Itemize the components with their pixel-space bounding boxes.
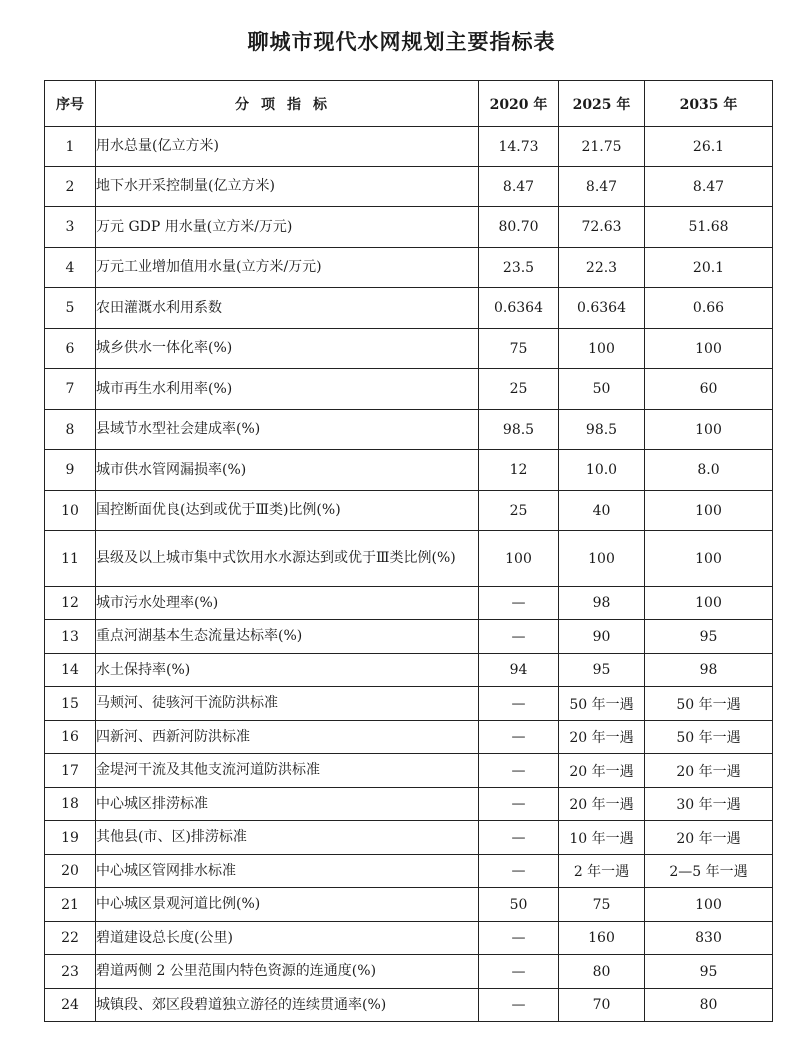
row-value-2025: 80: [559, 955, 645, 989]
row-value-2025: 95: [559, 654, 645, 687]
row-value-2025: 75: [559, 888, 645, 922]
row-indicator: 碧道两侧 2 公里范围内特色资源的连通度(%): [96, 955, 479, 989]
row-indicator: 中心城区排涝标准: [96, 788, 479, 821]
table-row: [45, 955, 773, 989]
row-indicator: 城镇段、郊区段碧道独立游径的连续贯通率(%): [96, 989, 479, 1022]
row-value-2035: 95: [645, 955, 773, 989]
row-value-2035: 8.0: [645, 450, 773, 491]
row-value-2020: —: [479, 821, 559, 855]
row-value-2035: 98: [645, 654, 773, 687]
row-no: 22: [45, 922, 96, 955]
row-value-2035: 830: [645, 922, 773, 955]
row-no: 11: [45, 531, 96, 587]
row-indicator: 万元工业增加值用水量(立方米/万元): [96, 248, 479, 288]
table-row: [45, 654, 773, 687]
table-row: [45, 207, 773, 248]
row-value-2020: 14.73: [479, 127, 559, 167]
row-value-2020: 98.5: [479, 410, 559, 450]
row-value-2025: 50: [559, 369, 645, 410]
table-row: [45, 821, 773, 855]
row-no: 7: [45, 369, 96, 410]
row-value-2020: 12: [479, 450, 559, 491]
row-value-2025: 98.5: [559, 410, 645, 450]
row-indicator: 地下水开采控制量(亿立方米): [96, 167, 479, 207]
table-row: [45, 721, 773, 754]
row-value-2020: —: [479, 754, 559, 788]
row-indicator: 金堤河干流及其他支流河道防洪标准: [96, 754, 479, 788]
row-value-2035: 100: [645, 329, 773, 369]
row-value-2025: 20 年一遇: [559, 754, 645, 788]
row-no: 12: [45, 587, 96, 620]
row-no: 23: [45, 955, 96, 989]
row-value-2025: 8.47: [559, 167, 645, 207]
table-row: [45, 754, 773, 788]
row-value-2025: 20 年一遇: [559, 721, 645, 754]
row-value-2025: 100: [559, 531, 645, 587]
table-row: [45, 587, 773, 620]
row-value-2020: —: [479, 687, 559, 721]
row-no: 16: [45, 721, 96, 754]
header-name: 分项指标: [96, 81, 479, 127]
row-value-2035: 50 年一遇: [645, 687, 773, 721]
table-row: [45, 989, 773, 1022]
row-no: 21: [45, 888, 96, 922]
row-no: 9: [45, 450, 96, 491]
row-value-2035: 51.68: [645, 207, 773, 248]
row-value-2020: 80.70: [479, 207, 559, 248]
table-row: [45, 788, 773, 821]
row-indicator: 农田灌溉水利用系数: [96, 288, 479, 329]
row-value-2020: —: [479, 620, 559, 654]
row-value-2025: 70: [559, 989, 645, 1022]
row-no: 6: [45, 329, 96, 369]
row-value-2025: 10 年一遇: [559, 821, 645, 855]
header-no: 序号: [45, 81, 96, 127]
row-value-2035: 100: [645, 410, 773, 450]
row-no: 24: [45, 989, 96, 1022]
row-indicator: 马颊河、徒骇河干流防洪标准: [96, 687, 479, 721]
row-value-2025: 72.63: [559, 207, 645, 248]
row-value-2035: 80: [645, 989, 773, 1022]
row-value-2035: 100: [645, 491, 773, 531]
row-no: 19: [45, 821, 96, 855]
row-no: 17: [45, 754, 96, 788]
row-value-2035: 8.47: [645, 167, 773, 207]
row-value-2025: 90: [559, 620, 645, 654]
row-indicator: 城市再生水利用率(%): [96, 369, 479, 410]
row-value-2020: 100: [479, 531, 559, 587]
row-indicator: 四新河、西新河防洪标准: [96, 721, 479, 754]
row-no: 18: [45, 788, 96, 821]
row-value-2025: 22.3: [559, 248, 645, 288]
row-value-2020: 50: [479, 888, 559, 922]
row-indicator: 其他县(市、区)排涝标准: [96, 821, 479, 855]
row-value-2025: 100: [559, 329, 645, 369]
row-indicator: 用水总量(亿立方米): [96, 127, 479, 167]
table-row: [45, 167, 773, 207]
row-indicator: 城市污水处理率(%): [96, 587, 479, 620]
row-value-2025: 50 年一遇: [559, 687, 645, 721]
table-row: [45, 127, 773, 167]
row-indicator: 国控断面优良(达到或优于Ⅲ类)比例(%): [96, 491, 479, 531]
header-2020: 2020 年: [479, 81, 559, 127]
row-indicator: 碧道建设总长度(公里): [96, 922, 479, 955]
row-indicator: 水土保持率(%): [96, 654, 479, 687]
row-value-2020: 94: [479, 654, 559, 687]
indicator-table: [44, 80, 773, 1022]
row-value-2025: 0.6364: [559, 288, 645, 329]
row-value-2020: —: [479, 788, 559, 821]
row-value-2035: 20 年一遇: [645, 754, 773, 788]
row-indicator: 城市供水管网漏损率(%): [96, 450, 479, 491]
row-value-2025: 21.75: [559, 127, 645, 167]
table-row: [45, 288, 773, 329]
row-indicator: 县级及以上城市集中式饮用水水源达到或优于Ⅲ类比例(%): [96, 531, 479, 587]
table-row: [45, 531, 773, 587]
row-no: 15: [45, 687, 96, 721]
row-no: 2: [45, 167, 96, 207]
row-value-2020: —: [479, 922, 559, 955]
row-value-2035: 20 年一遇: [645, 821, 773, 855]
row-no: 10: [45, 491, 96, 531]
table-row: [45, 369, 773, 410]
row-no: 8: [45, 410, 96, 450]
row-value-2020: 25: [479, 491, 559, 531]
row-value-2025: 98: [559, 587, 645, 620]
row-value-2020: 8.47: [479, 167, 559, 207]
row-value-2035: 100: [645, 888, 773, 922]
row-value-2025: 160: [559, 922, 645, 955]
row-value-2035: 2—5 年一遇: [645, 855, 773, 888]
row-no: 14: [45, 654, 96, 687]
row-value-2035: 0.66: [645, 288, 773, 329]
table-row: [45, 248, 773, 288]
page-title: 聊城市现代水网规划主要指标表: [247, 30, 556, 54]
table-row: [45, 855, 773, 888]
row-value-2035: 100: [645, 587, 773, 620]
row-value-2035: 100: [645, 531, 773, 587]
table-row: [45, 329, 773, 369]
row-indicator: 县域节水型社会建成率(%): [96, 410, 479, 450]
row-indicator: 城乡供水一体化率(%): [96, 329, 479, 369]
header-2035: 2035 年: [645, 81, 773, 127]
row-value-2020: —: [479, 989, 559, 1022]
row-value-2020: 25: [479, 369, 559, 410]
row-value-2035: 95: [645, 620, 773, 654]
row-no: 3: [45, 207, 96, 248]
row-value-2020: 23.5: [479, 248, 559, 288]
table-row: [45, 450, 773, 491]
row-value-2035: 50 年一遇: [645, 721, 773, 754]
table-row: [45, 687, 773, 721]
row-value-2020: 0.6364: [479, 288, 559, 329]
row-value-2025: 2 年一遇: [559, 855, 645, 888]
row-value-2020: —: [479, 721, 559, 754]
row-value-2035: 20.1: [645, 248, 773, 288]
row-no: 20: [45, 855, 96, 888]
row-indicator: 中心城区管网排水标准: [96, 855, 479, 888]
row-value-2035: 26.1: [645, 127, 773, 167]
table-row: [45, 410, 773, 450]
row-no: 13: [45, 620, 96, 654]
row-value-2020: —: [479, 587, 559, 620]
table-row: [45, 620, 773, 654]
table-row: [45, 922, 773, 955]
table-row: [45, 888, 773, 922]
row-indicator: 重点河湖基本生态流量达标率(%): [96, 620, 479, 654]
row-value-2025: 10.0: [559, 450, 645, 491]
row-no: 4: [45, 248, 96, 288]
row-value-2025: 20 年一遇: [559, 788, 645, 821]
row-value-2020: —: [479, 955, 559, 989]
row-value-2020: —: [479, 855, 559, 888]
row-value-2020: 75: [479, 329, 559, 369]
header-row: [45, 81, 773, 127]
row-value-2035: 60: [645, 369, 773, 410]
row-value-2035: 30 年一遇: [645, 788, 773, 821]
row-value-2025: 40: [559, 491, 645, 531]
table-row: [45, 491, 773, 531]
header-2025: 2025 年: [559, 81, 645, 127]
row-indicator: 万元 GDP 用水量(立方米/万元): [96, 207, 479, 248]
row-no: 1: [45, 127, 96, 167]
row-no: 5: [45, 288, 96, 329]
row-indicator: 中心城区景观河道比例(%): [96, 888, 479, 922]
